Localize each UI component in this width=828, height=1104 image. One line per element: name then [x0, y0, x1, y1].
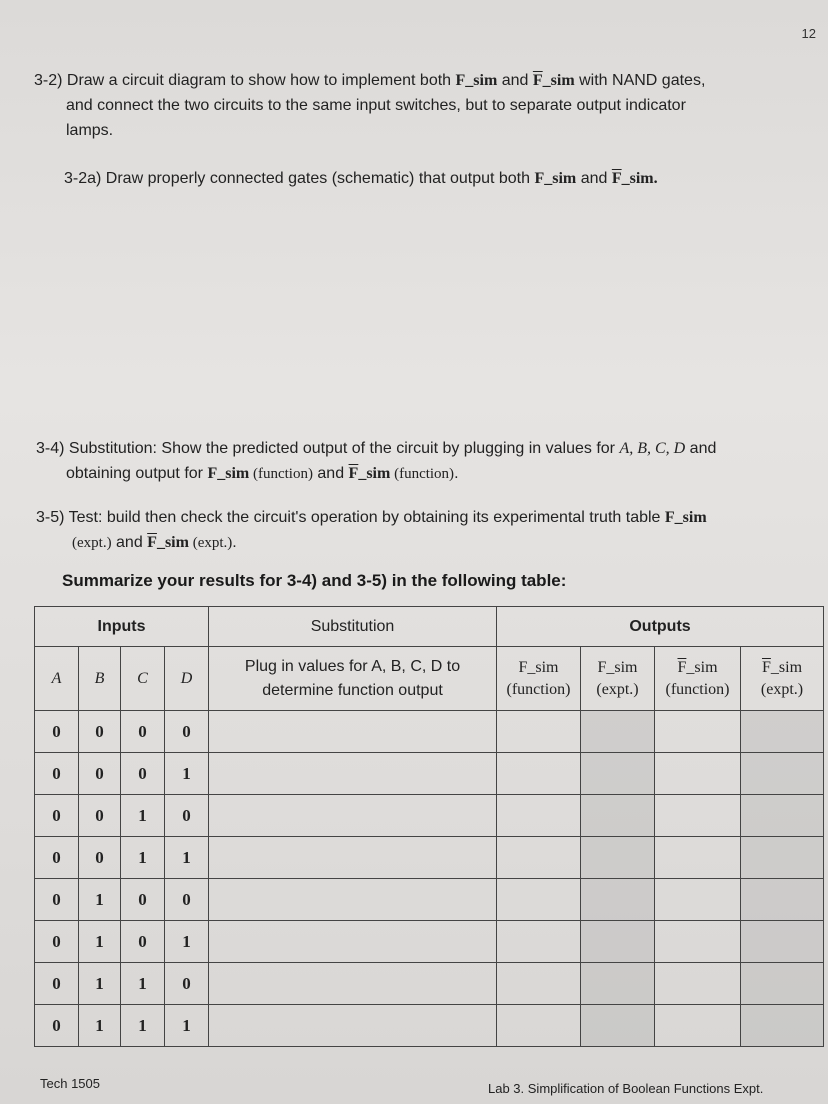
table-row	[35, 711, 824, 753]
col-substitution: Plug in values for A, B, C, D to determine function output	[209, 647, 497, 711]
fbar-expt-cell[interactable]	[741, 879, 824, 921]
fsim-function-cell[interactable]	[497, 711, 581, 753]
input-bit: 0	[35, 879, 79, 921]
fsim-function-cell[interactable]	[497, 1005, 581, 1047]
footer-course: Tech 1505	[40, 1076, 100, 1091]
fsim-expt-cell[interactable]	[581, 711, 655, 753]
footer-lab-title: Lab 3. Simplification of Boolean Functions Expt.	[488, 1081, 764, 1096]
fsim-function-cell[interactable]	[497, 963, 581, 1005]
input-bit: 0	[35, 921, 79, 963]
page-number: 12	[801, 26, 816, 41]
input-bit: 1	[79, 879, 121, 921]
input-bit: 1	[165, 837, 209, 879]
fbar-expt-cell[interactable]	[741, 837, 824, 879]
input-bit: 0	[35, 795, 79, 837]
col-c: C	[121, 647, 165, 711]
substitution-cell[interactable]	[209, 795, 497, 837]
table-row	[35, 879, 824, 921]
fsim-function-cell[interactable]	[497, 753, 581, 795]
substitution-cell[interactable]	[209, 837, 497, 879]
input-bit: 1	[165, 921, 209, 963]
table-row	[35, 837, 824, 879]
input-bit: 0	[79, 753, 121, 795]
table-row	[35, 795, 824, 837]
input-bit: 0	[35, 837, 79, 879]
input-bit: 0	[165, 795, 209, 837]
table-row	[35, 921, 824, 963]
input-bit: 1	[121, 837, 165, 879]
input-bit: 0	[165, 963, 209, 1005]
input-bit: 1	[165, 1005, 209, 1047]
results-table	[34, 606, 824, 1047]
col-fbar-expt: $\overline{F}\_sim$ (expt.)	[741, 647, 824, 711]
input-bit: 0	[79, 837, 121, 879]
substitution-cell[interactable]	[209, 963, 497, 1005]
fbar-function-cell[interactable]	[655, 795, 741, 837]
input-bit: 1	[165, 753, 209, 795]
col-fsim-expt: F_sim (expt.)	[581, 647, 655, 711]
col-a: A	[35, 647, 79, 711]
question-3-2: 3-2) Draw a circuit diagram to show how to implement both F_sim and $\overline{F}\_sim$ with NAND gates, and connect the two circuits to the same input switches, but to separate output indicator lamps.	[34, 72, 706, 139]
fsim-expt-cell[interactable]	[581, 921, 655, 963]
question-3-2a: 3-2a) Draw properly connected gates (schematic) that output both F_sim and $\overline{F}\_sim$.	[64, 170, 658, 187]
input-bit: 1	[121, 963, 165, 1005]
input-bit: 0	[35, 753, 79, 795]
table-row	[35, 963, 824, 1005]
input-bit: 0	[165, 879, 209, 921]
input-bit: 1	[79, 921, 121, 963]
substitution-cell[interactable]	[209, 711, 497, 753]
input-bit: 0	[121, 921, 165, 963]
fbar-function-cell[interactable]	[655, 711, 741, 753]
fsim-function-cell[interactable]	[497, 795, 581, 837]
col-b: B	[79, 647, 121, 711]
fbar-expt-cell[interactable]	[741, 1005, 824, 1047]
group-inputs: Inputs	[35, 607, 209, 647]
fsim-function-cell[interactable]	[497, 879, 581, 921]
fbar-function-cell[interactable]	[655, 753, 741, 795]
fsim-expt-cell[interactable]	[581, 963, 655, 1005]
fsim-expt-cell[interactable]	[581, 1005, 655, 1047]
input-bit: 0	[121, 879, 165, 921]
input-bit: 1	[121, 795, 165, 837]
input-bit: 0	[121, 753, 165, 795]
input-bit: 0	[79, 795, 121, 837]
input-bit: 1	[79, 1005, 121, 1047]
fbar-function-cell[interactable]	[655, 921, 741, 963]
table-row	[35, 753, 824, 795]
substitution-cell[interactable]	[209, 753, 497, 795]
fbar-expt-cell[interactable]	[741, 753, 824, 795]
input-bit: 0	[165, 711, 209, 753]
input-bit: 1	[79, 963, 121, 1005]
substitution-cell[interactable]	[209, 879, 497, 921]
col-d: D	[165, 647, 209, 711]
fsim-expt-cell[interactable]	[581, 795, 655, 837]
fbar-expt-cell[interactable]	[741, 963, 824, 1005]
input-bit: 0	[35, 963, 79, 1005]
group-outputs: Outputs	[497, 607, 824, 647]
fbar-function-cell[interactable]	[655, 879, 741, 921]
question-3-5: 3-5) Test: build then check the circuit's operation by obtaining its experimental truth table F_sim (expt.) and $\overline{F}\_sim$ (expt.).	[36, 509, 707, 551]
col-fbar-function: $\overline{F}\_sim$ (function)	[655, 647, 741, 711]
fbar-expt-cell[interactable]	[741, 795, 824, 837]
input-bit: 1	[121, 1005, 165, 1047]
fbar-expt-cell[interactable]	[741, 711, 824, 753]
fsim-function-cell[interactable]	[497, 921, 581, 963]
fsim-function-cell[interactable]	[497, 837, 581, 879]
fsim-expt-cell[interactable]	[581, 879, 655, 921]
fbar-expt-cell[interactable]	[741, 921, 824, 963]
input-bit: 0	[35, 711, 79, 753]
substitution-cell[interactable]	[209, 1005, 497, 1047]
input-bit: 0	[79, 711, 121, 753]
substitution-cell[interactable]	[209, 921, 497, 963]
group-substitution: Substitution	[209, 607, 497, 647]
fbar-function-cell[interactable]	[655, 1005, 741, 1047]
fbar-function-cell[interactable]	[655, 963, 741, 1005]
fbar-function-cell[interactable]	[655, 837, 741, 879]
input-bit: 0	[35, 1005, 79, 1047]
fsim-expt-cell[interactable]	[581, 753, 655, 795]
fsim-expt-cell[interactable]	[581, 837, 655, 879]
table-row	[35, 1005, 824, 1047]
input-bit: 0	[121, 711, 165, 753]
question-3-4: 3-4) Substitution: Show the predicted output of the circuit by plugging in values for A, B, C, D and obtaining output for F_sim (function) and $\overline{F}\_sim$ (function).	[36, 440, 717, 482]
summary-instruction: Summarize your results for 3-4) and 3-5) in the following table:	[62, 571, 567, 590]
col-fsim-function: F_sim (function)	[497, 647, 581, 711]
